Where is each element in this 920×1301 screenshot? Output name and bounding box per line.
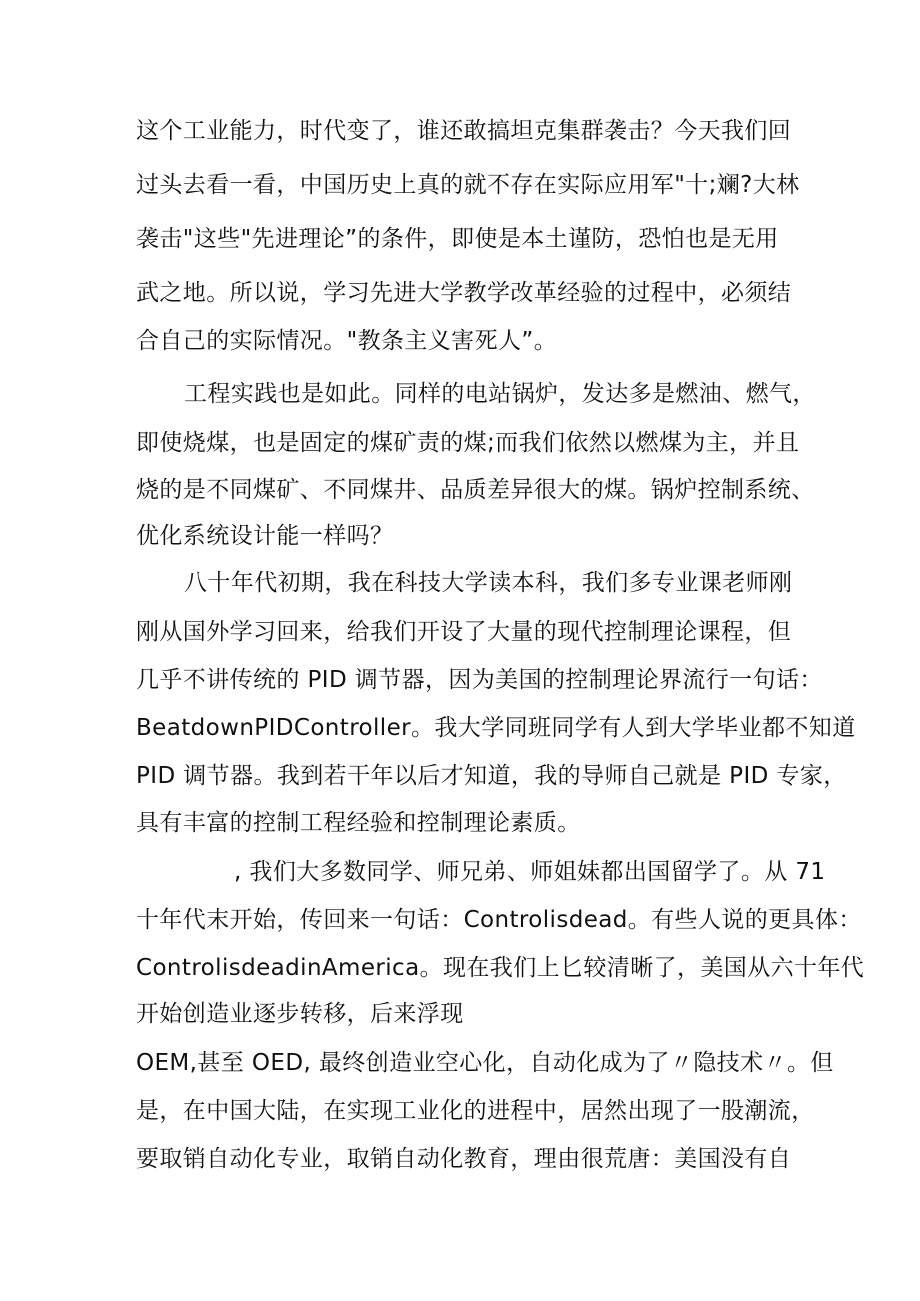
text-line: 具有丰富的控制工程经验和控制理论素质。 [136,810,581,836]
text-line: 这个工业能力，时代变了，谁还敢搞坦克集群袭击？今天我们回 [136,118,792,144]
text-line: 开始创造业逐步转移，后来浮现 [136,1001,464,1027]
text-line: 优化系统设计能一样吗？ [136,523,394,549]
text-line: PID 调节器。我到若干年以后才知道，我的导师自己就是 PID 专家， [136,763,847,789]
text-line: 烧的是不同煤矿、不同煤井、品质差异很大的煤。锅炉控制系统、 [136,477,815,503]
text-line: ControlisdeadinAmerica。现在我们上匕较清晰了，美国从六十年代 [136,955,865,981]
paragraph-first-line: , 我们大多数同学、师兄弟、师姐妹都出国留学了。从 71 [234,859,826,885]
text-line: 即使烧煤，也是固定的煤矿责的煤;而我们依然以燃煤为主，并且 [136,430,800,456]
text-line: 要取销自动化专业，取销自动化教育，理由很荒唐：美国没有自 [136,1146,792,1172]
paragraph-first-line: 工程实践也是如此。同样的电站锅炉，发达多是燃油、燃气， [184,381,816,407]
text-line: 刚从国外学习回来，给我们开设了大量的现代控制理论课程，但 [136,619,792,645]
text-line: 几乎不讲传统的 PID 调节器，因为美国的控制理论界流行一句话： [136,667,823,693]
text-line: 是，在中国大陆，在实现工业化的进程中，居然出现了一股潮流， [136,1098,815,1124]
text-line: 十年代末开始，传回来一句话：Controlisdead。有些人说的更具体： [136,907,862,933]
paragraph-first-line: 八十年代初期，我在科技大学读本科，我们多专业课老师刚 [184,570,793,596]
text-line: 袭击"这些"先进理论”的条件，即使是本土谨防，恐怕也是无用 [136,226,779,252]
text-line: BeatdownPIDController。我大学同班同学有人到大学毕业都不知道 [136,715,856,741]
text-line: OEM,甚至 OED, 最终创造业空心化，自动化成为了〃隐技术〃。但 [136,1050,834,1076]
text-line: 过头去看一看，中国历史上真的就不存在实际应用军"十;斓?大林 [136,172,800,198]
text-line: 合自己的实际情况。"教条主义害死人”。 [136,328,558,354]
text-line: 武之地。所以说，学习先进大学教学改革经验的过程中，必须结 [136,280,792,306]
